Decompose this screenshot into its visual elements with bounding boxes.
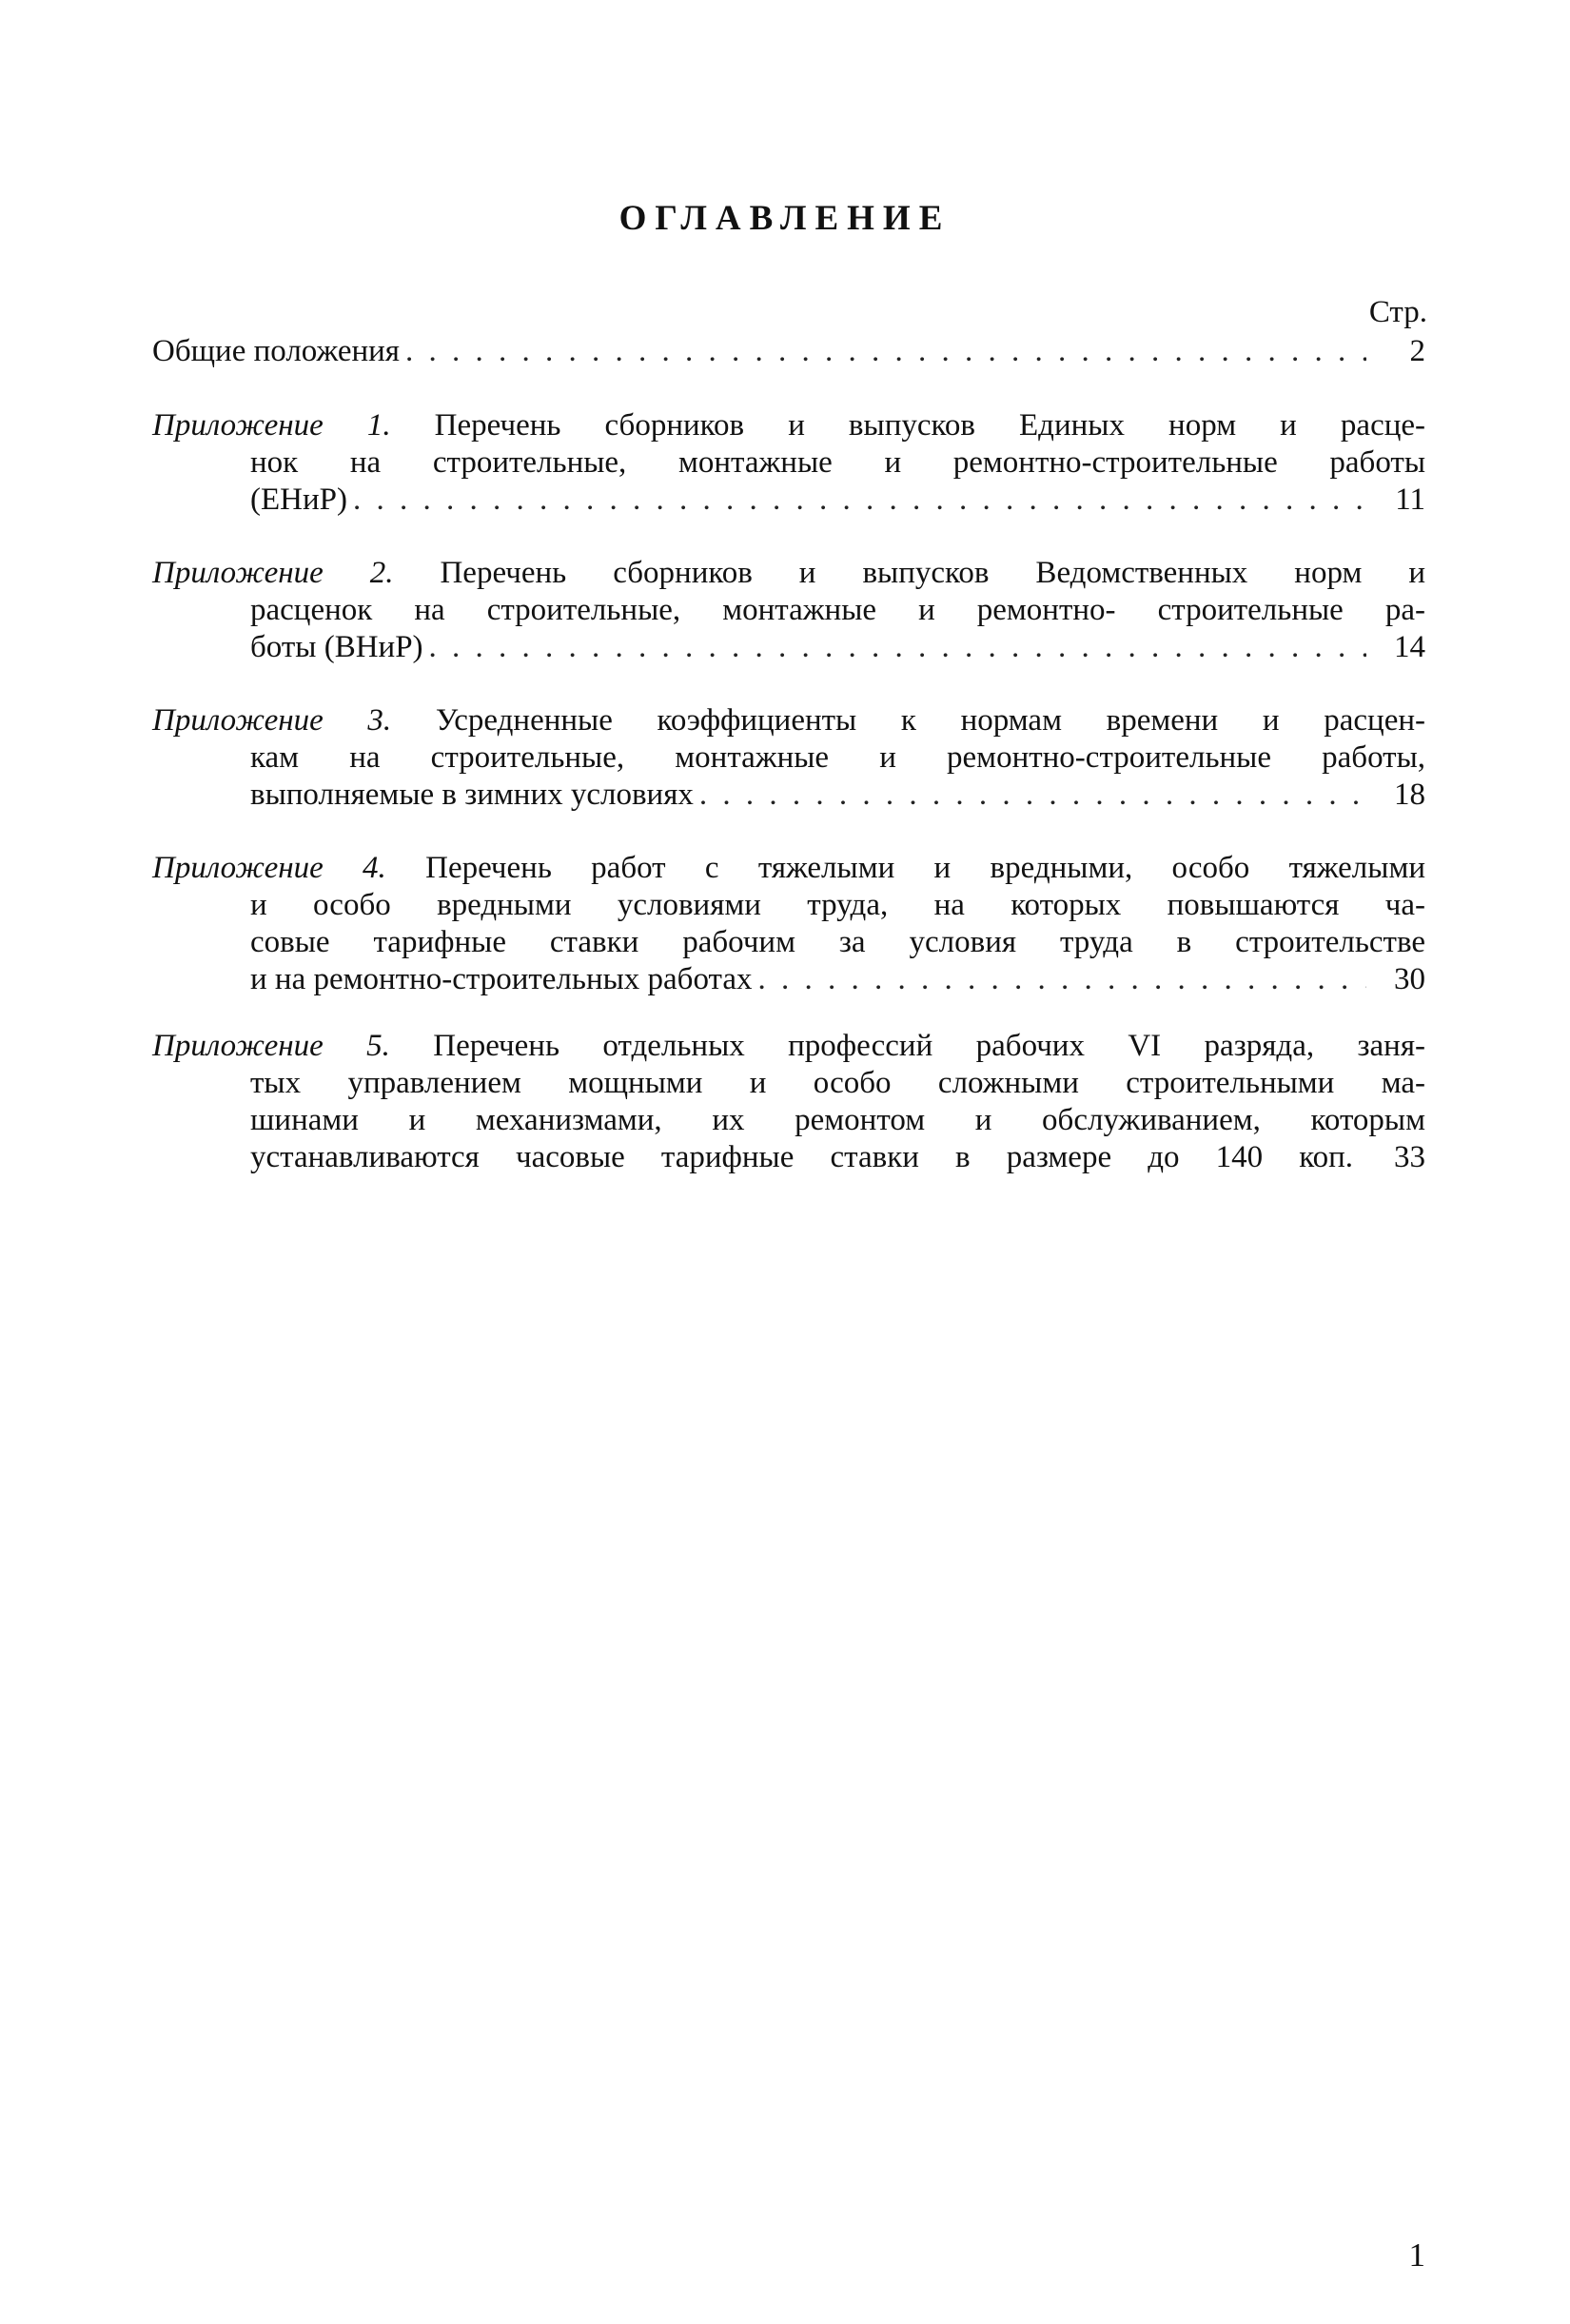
toc-entry-last-line: выполняемые в зимних условиях . . . 18 (152, 777, 1425, 814)
toc-entry-appendix-1[interactable] (152, 407, 1425, 519)
toc-entry-appendix-4[interactable] (152, 850, 1425, 998)
toc-entry-line: тых управлением мощными и особо сложными строительными ма- (250, 1066, 1425, 1100)
toc-appendix-label: Приложение 4. (152, 851, 386, 885)
toc-entry-line: Приложение 2. Перечень сборников и выпусков Ведомственных норм и (152, 556, 1425, 590)
toc-entry-last-line: и на ремонтно-строительных работах . . . 30 (152, 961, 1425, 998)
toc-entry-title: Общие положения (152, 334, 400, 368)
toc-page-number: 11 (1395, 483, 1425, 517)
toc-entry-line: кам на строительные, монтажные и ремонтно-строительные работы, (250, 740, 1425, 775)
toc-appendix-label: Приложение 5. (152, 1029, 390, 1063)
toc-entry-line: Приложение 3. Усредненные коэффициенты к нормам времени и расцен- (152, 703, 1425, 738)
toc-leader-dots (758, 961, 1366, 998)
toc-entry-last-line: устанавливаются часовые тарифные ставки в размере до 140 коп. 33 (250, 1140, 1425, 1174)
toc-appendix-label: Приложение 1. (152, 408, 391, 443)
toc-entry-appendix-2[interactable] (152, 555, 1425, 666)
toc-entry-last-line: боты (ВНиР) . . . 14 (152, 629, 1425, 666)
toc-leader-dots (405, 333, 1366, 370)
toc-entry-last-line (152, 333, 1425, 370)
page-column-header: Стр. (1368, 295, 1427, 329)
toc-page-number: 33 (1394, 1140, 1425, 1174)
toc-entry-line: и особо вредными условиями труда, на которых повышаются ча- (250, 888, 1425, 922)
toc-page-number: 30 (1394, 962, 1425, 996)
toc-entry-line: нок на строительные, монтажные и ремонтно-строительные работы (250, 445, 1425, 480)
toc-entry-line: совые тарифные ставки рабочим за условия труда в строительстве (250, 925, 1425, 959)
toc-entry-appendix-5[interactable] (152, 1028, 1425, 1176)
toc-entry-appendix-3[interactable] (152, 702, 1425, 814)
toc-entry-last-line: (ЕНиР) . . . 11 (152, 482, 1425, 519)
toc-entry-line: Приложение 1. Перечень сборников и выпусков Единых норм и расце- (152, 408, 1426, 443)
toc-page-number: 14 (1394, 630, 1425, 664)
toc-entry-line: шинами и механизмами, их ремонтом и обслуживанием, которым (250, 1103, 1425, 1137)
toc-appendix-label: Приложение 2. (152, 556, 394, 590)
toc-page-number: 18 (1394, 778, 1425, 812)
toc-appendix-label: Приложение 3. (152, 703, 392, 738)
page-number: 1 (1408, 2236, 1425, 2274)
toc-leader-dots (429, 629, 1366, 666)
toc-entry-line: Приложение 5. Перечень отдельных профессий рабочих VI разряда, заня- (152, 1029, 1425, 1063)
toc-leader-dots (699, 777, 1366, 814)
toc-leader-dots (353, 482, 1366, 519)
toc-entry-general[interactable] (152, 333, 1425, 370)
page-title: ОГЛАВЛЕНИЕ (618, 199, 952, 238)
toc-entry-line: Приложение 4. Перечень работ с тяжелыми и вредными, особо тяжелыми (152, 851, 1425, 885)
toc-entry-line: расценок на строительные, монтажные и ремонтно- строительные ра- (250, 593, 1425, 627)
toc-page-number: 2 (1409, 334, 1425, 368)
